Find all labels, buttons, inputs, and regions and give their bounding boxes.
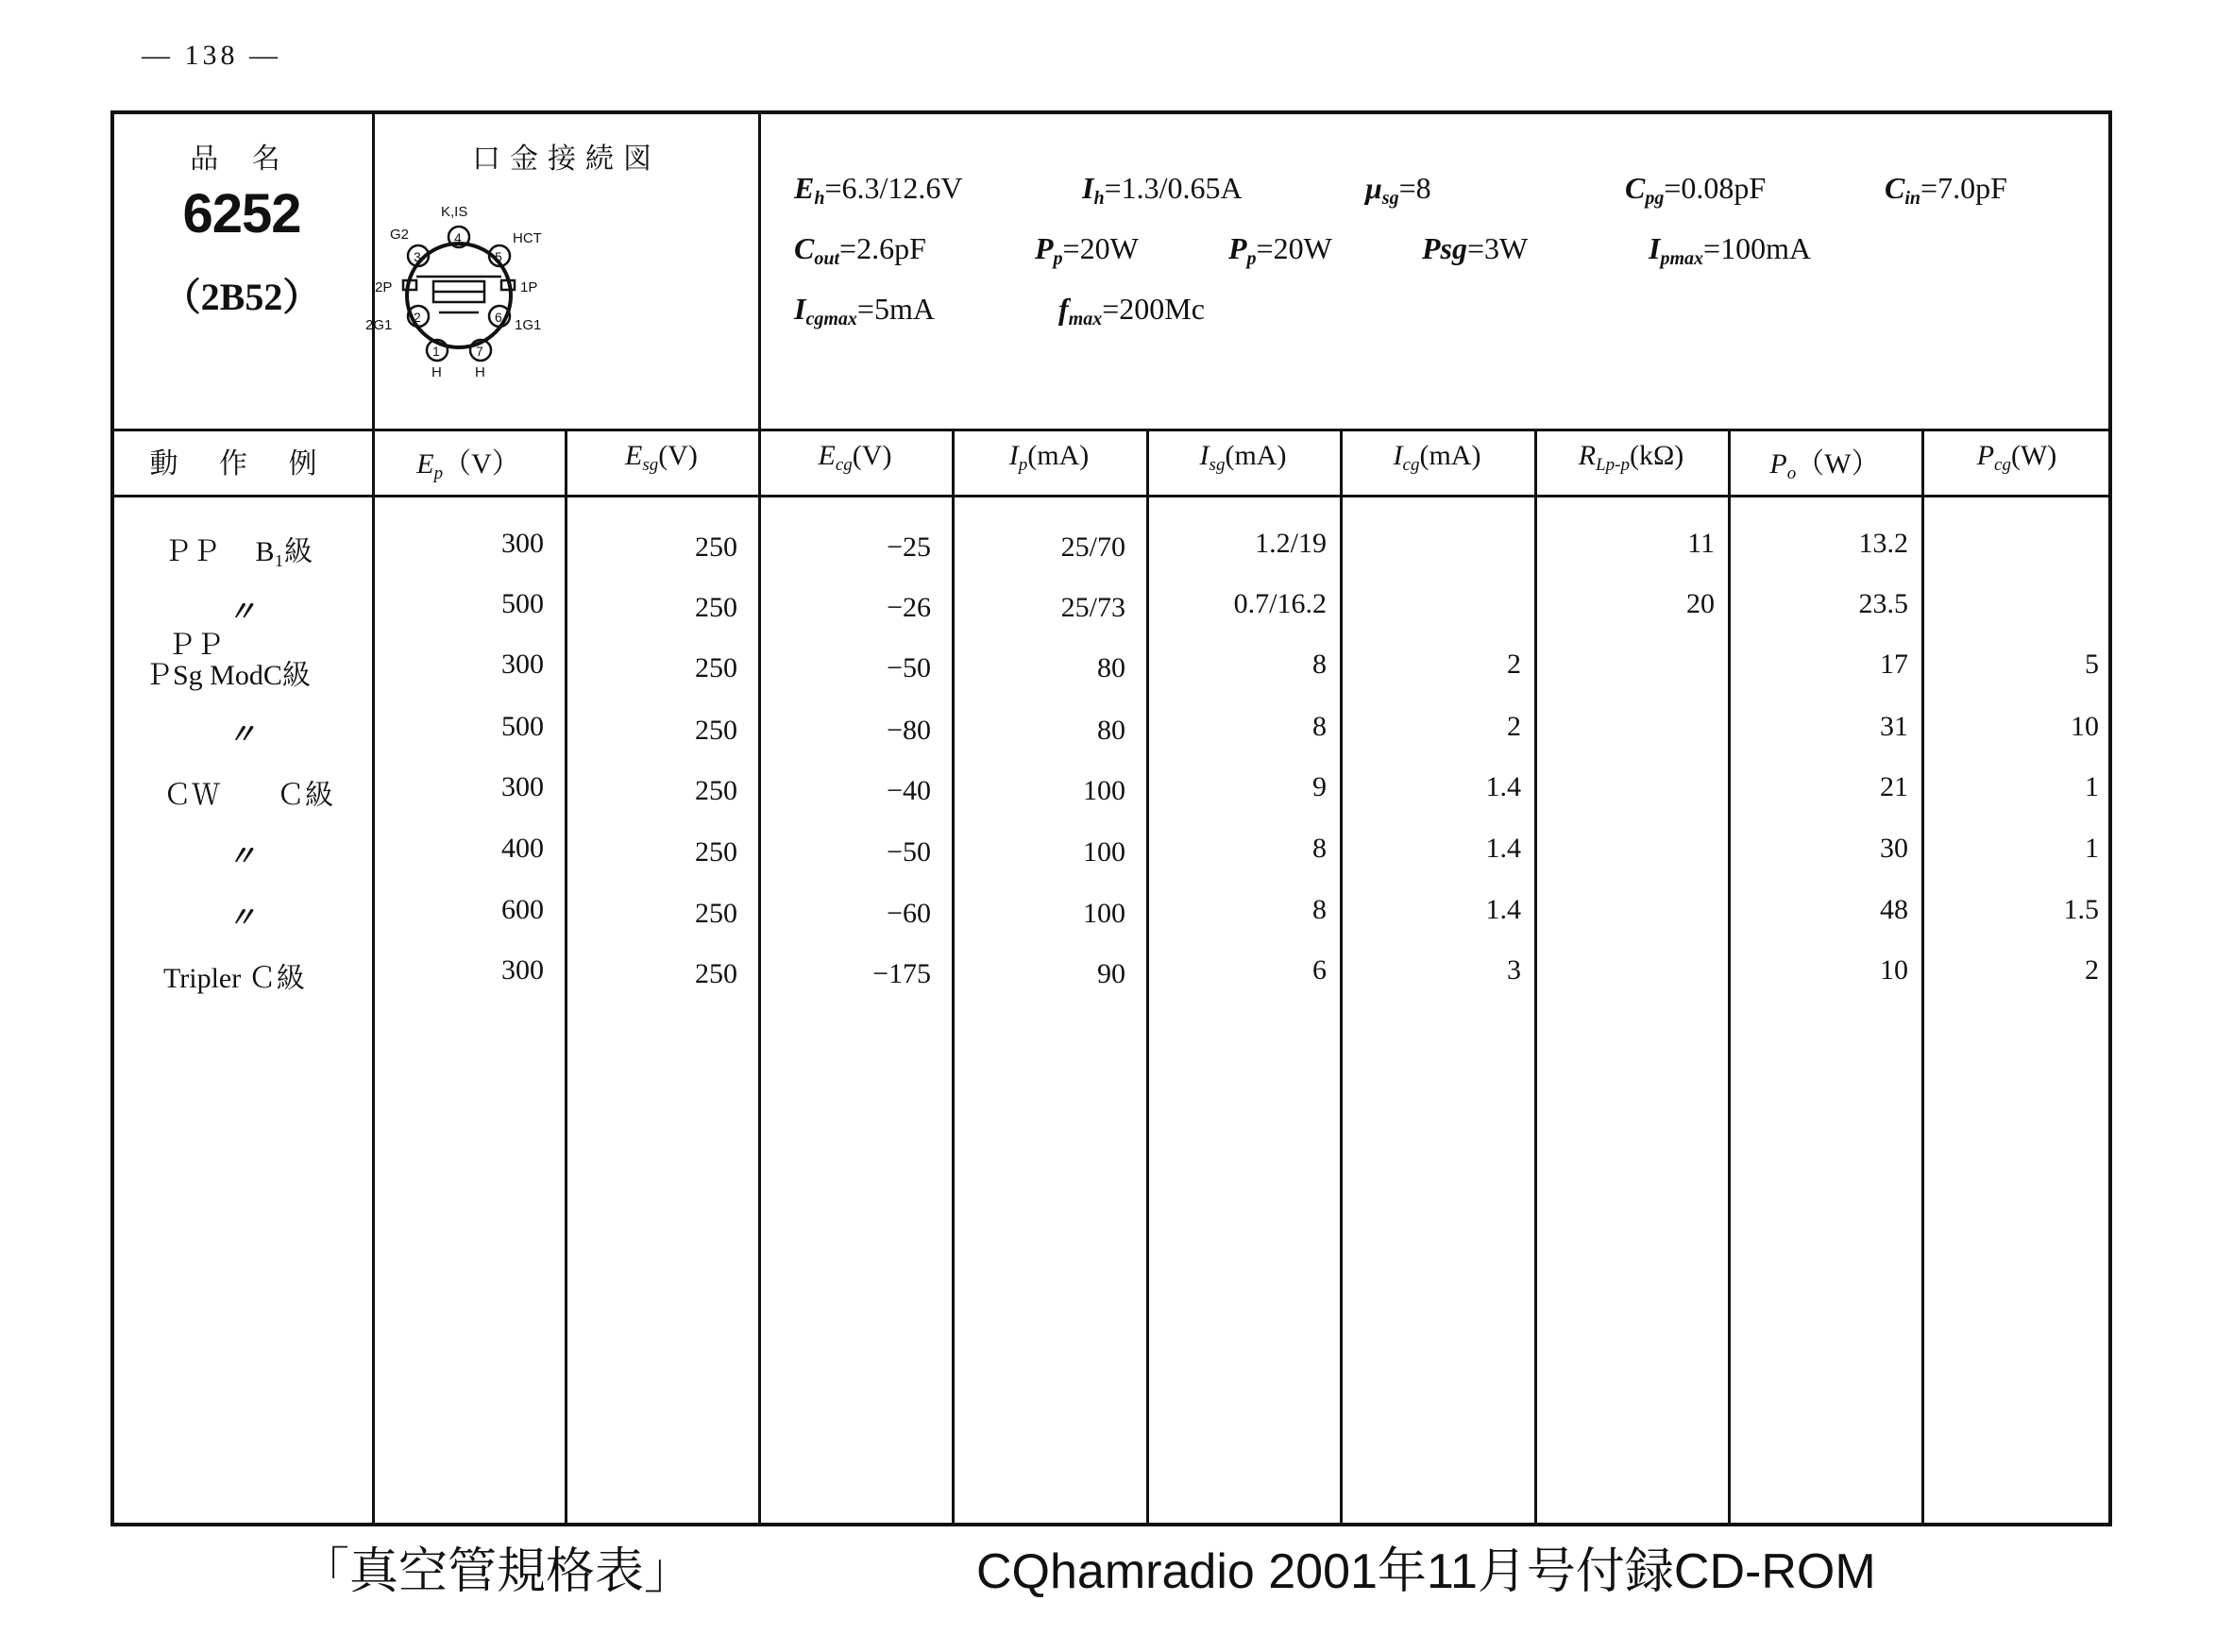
table-cell: 1.4 [1485, 771, 1521, 802]
table-cell: 10 [1880, 954, 1908, 986]
pin-label-1g1: 1G1 [515, 317, 542, 333]
table-cell: 25/73 [1060, 592, 1125, 623]
column-unit: (V) [658, 440, 698, 471]
base-label: 口金接続図 [472, 143, 661, 175]
table-cell: 80 [1097, 652, 1125, 683]
spec-symbol: C [1885, 171, 1905, 205]
spec-value: =6.3/12.6V [824, 171, 963, 205]
column-header [565, 440, 758, 483]
table-cell: −50 [887, 836, 931, 868]
table-cell: 300 [501, 771, 544, 802]
spec-symbol: P [1035, 231, 1054, 265]
row-label: Tripler Ｃ級 [163, 963, 305, 994]
table-cell: −50 [887, 652, 931, 683]
table-cell: 250 [695, 531, 737, 563]
row-label [114, 632, 409, 692]
column-header [1340, 440, 1534, 483]
spec-symbol: Psg [1422, 231, 1467, 265]
spec-value: =8 [1398, 171, 1431, 205]
table-cell: 90 [1097, 958, 1125, 989]
column-header-divider [114, 495, 2108, 497]
column-symbol: I [1008, 440, 1019, 471]
column-subscript: o [1786, 464, 1797, 483]
table-cell: 2 [1507, 649, 1521, 680]
table-cell: 10 [2071, 711, 2099, 742]
column-symbol: E [625, 440, 643, 471]
spec-line2-item-1 [1035, 231, 1139, 270]
column-symbol: P [1769, 448, 1787, 480]
table-cell: 2 [2085, 954, 2099, 986]
spec-line2-item-2 [1228, 231, 1332, 270]
table-cell: −25 [887, 531, 931, 563]
table-cell: 17 [1880, 649, 1908, 680]
table-cell: 500 [501, 588, 544, 619]
column-unit: (V) [852, 440, 892, 471]
column-unit: （V） [443, 448, 520, 480]
row-label: 〃 [228, 719, 256, 750]
pin-num-1: 1 [432, 344, 440, 359]
spec-subscript: pmax [1660, 248, 1704, 269]
table-cell: 500 [501, 711, 544, 742]
table-cell: 600 [501, 894, 544, 925]
column-unit: (mA) [1419, 440, 1481, 471]
spec-subscript: in [1904, 188, 1921, 209]
table-cell: 8 [1312, 833, 1327, 864]
spec-line1-item-4 [1885, 171, 2007, 210]
spec-symbol: E [794, 171, 815, 205]
table-cell: 30 [1880, 833, 1908, 864]
table-cell: 250 [695, 652, 737, 683]
table-cell: 23.5 [1858, 588, 1908, 619]
column-header [758, 440, 952, 483]
spec-value: =0.08pF [1664, 171, 1767, 205]
column-unit: (kΩ) [1629, 440, 1684, 471]
header-divider [114, 429, 2108, 431]
table-cell: 250 [695, 775, 737, 806]
table-cell: 100 [1083, 836, 1125, 868]
spec-subscript: sg [1381, 188, 1399, 209]
spec-subscript: h [1093, 188, 1105, 209]
table-cell: −80 [887, 715, 931, 746]
footer-left: 「真空管規格表」 [300, 1544, 694, 1599]
spec-line2-item-3 [1422, 231, 1528, 270]
row-label: 〃 [228, 902, 256, 934]
column-subscript: p [433, 464, 444, 483]
table-cell: 1.4 [1485, 894, 1521, 925]
table-cell: 80 [1097, 715, 1125, 746]
column-subscript: Lp-p [1596, 455, 1630, 475]
base-connection-diagram [350, 182, 567, 399]
column-unit: (mA) [1225, 440, 1287, 471]
table-cell: 13.2 [1858, 528, 1908, 559]
table-cell: 250 [695, 958, 737, 989]
page-number: — 138 — [142, 40, 281, 71]
table-cell: 250 [695, 715, 737, 746]
table-cell: 11 [1687, 528, 1715, 559]
table-cell: 5 [2085, 649, 2099, 680]
spec-value: =5mA [856, 292, 935, 326]
row-label-line2: ＰSg ModC級 [144, 660, 311, 691]
footer-right: CQhamradio 2001年11月号付録CD-ROM [976, 1544, 1876, 1599]
table-cell: 31 [1880, 711, 1908, 742]
table-cell: −40 [887, 775, 931, 806]
column-symbol: E [818, 440, 836, 471]
table-cell: 48 [1880, 894, 1908, 925]
column-header [1534, 440, 1728, 483]
column-subscript: cg [835, 455, 853, 475]
row-label: ＣＷ Ｃ級 [163, 780, 333, 811]
column-header [1146, 440, 1340, 483]
pin-num-7: 7 [476, 344, 483, 359]
table-cell: 300 [501, 649, 544, 680]
spec-subscript: h [814, 188, 825, 209]
spec-symbol: I [1082, 171, 1094, 205]
part-alt: （2B52） [162, 276, 321, 318]
table-cell: 1.5 [2063, 894, 2099, 925]
column-unit: （W） [1796, 448, 1880, 480]
spec-value: =100mA [1703, 231, 1812, 265]
table-cell: 6 [1312, 954, 1327, 986]
table-cell: 1 [2085, 833, 2099, 864]
spec-symbol: C [794, 231, 815, 265]
table-cell: 20 [1686, 588, 1715, 619]
pin-label-kis: K,IS [441, 204, 468, 220]
table-cell: 1.2/19 [1255, 528, 1327, 559]
pin-label-hct: HCT [513, 230, 542, 246]
spec-symbol: P [1228, 231, 1247, 265]
column-unit: (W) [2010, 440, 2057, 471]
pin-num-3: 3 [414, 249, 421, 264]
pin-label-2p: 2P [375, 279, 393, 295]
spec-value: =20W [1062, 231, 1139, 265]
table-cell: 250 [695, 898, 737, 929]
operation-label: 動 作 例 [149, 448, 334, 480]
row-label-line1: ＰＰ [167, 630, 224, 661]
column-unit: (mA) [1027, 440, 1090, 471]
spec-symbol: C [1625, 171, 1646, 205]
table-cell: 8 [1312, 894, 1327, 925]
column-symbol: I [1199, 440, 1210, 471]
part-number: 6252 [182, 183, 301, 244]
table-cell: 400 [501, 833, 544, 864]
table-cell: 0.7/16.2 [1233, 588, 1327, 619]
spec-subscript: p [1246, 248, 1257, 269]
spec-value: =1.3/0.65A [1104, 171, 1243, 205]
column-subscript: sg [642, 455, 659, 475]
spec-line2-item-0 [794, 231, 926, 270]
row-label: 〃 [228, 597, 256, 628]
spec-value: =7.0pF [1920, 171, 2007, 205]
pin-label-h2: H [475, 364, 485, 380]
spec-sheet-frame [110, 110, 2112, 1526]
table-cell: 9 [1312, 771, 1327, 802]
spec-value: =3W [1467, 231, 1529, 265]
pin-num-4: 4 [454, 230, 462, 245]
pin-num-2: 2 [414, 310, 421, 325]
table-cell: 8 [1312, 711, 1327, 742]
column-subscript: cg [1994, 455, 2011, 475]
pin-label-h1: H [431, 364, 442, 380]
base-diagram-group [403, 227, 515, 361]
spec-symbol: f [1058, 292, 1069, 326]
table-cell: −175 [872, 958, 931, 989]
table-cell: 250 [695, 592, 737, 623]
spec-symbol: μ [1365, 171, 1382, 205]
column-subscript: p [1018, 455, 1028, 475]
pin-num-6: 6 [495, 310, 502, 325]
pin-label-g2: G2 [390, 227, 410, 243]
spec-subscript: out [814, 248, 840, 269]
spec-subscript: max [1068, 309, 1103, 329]
spec-subscript: pg [1645, 188, 1665, 209]
table-cell: 3 [1507, 954, 1521, 986]
column-subscript: cg [1402, 455, 1420, 475]
name-label: 品 名 [190, 143, 294, 175]
spec-line1-item-0 [794, 171, 963, 210]
spec-value: =200Mc [1102, 292, 1205, 326]
column-header [372, 440, 565, 483]
spec-line3-item-0 [794, 292, 935, 330]
spec-subscript: cgmax [805, 309, 857, 329]
pin-label-1p: 1P [520, 279, 538, 295]
spec-line3-item-1 [1058, 292, 1205, 330]
spec-subscript: p [1053, 248, 1063, 269]
header-divider-diagram [758, 114, 761, 429]
column-symbol: I [1393, 440, 1403, 471]
spec-line2-item-4 [1649, 231, 1811, 270]
row-label: 〃 [228, 841, 256, 872]
row-label: ＰＰ B₁級 [163, 536, 313, 567]
table-cell: 2 [1507, 711, 1521, 742]
table-cell: 300 [501, 954, 544, 986]
table-cell: 1 [2085, 771, 2099, 802]
spec-value: =2.6pF [839, 231, 926, 265]
column-subscript: sg [1209, 455, 1226, 475]
column-symbol: E [416, 448, 434, 480]
table-cell: −26 [887, 592, 931, 623]
table-cell: 21 [1880, 771, 1908, 802]
spec-symbol: I [794, 292, 806, 326]
table-cell: 1.4 [1485, 833, 1521, 864]
table-cell: 250 [695, 836, 737, 868]
pin-num-5: 5 [495, 249, 502, 264]
spec-symbol: I [1649, 231, 1661, 265]
spec-line1-item-3 [1625, 171, 1766, 210]
column-header [952, 440, 1146, 483]
table-cell: −60 [887, 898, 931, 929]
column-header [1728, 440, 1921, 483]
pin-label-2g1: 2G1 [365, 317, 393, 333]
spec-line1-item-1 [1082, 171, 1243, 210]
table-cell: 100 [1083, 898, 1125, 929]
table-cell: 300 [501, 528, 544, 559]
spec-value: =20W [1256, 231, 1332, 265]
spec-line1-item-2 [1365, 171, 1431, 210]
table-cell: 100 [1083, 775, 1125, 806]
column-header [1921, 440, 2112, 483]
table-cell: 25/70 [1060, 531, 1125, 563]
table-cell: 8 [1312, 649, 1327, 680]
column-symbol: P [1976, 440, 1995, 471]
column-symbol: R [1578, 440, 1597, 471]
